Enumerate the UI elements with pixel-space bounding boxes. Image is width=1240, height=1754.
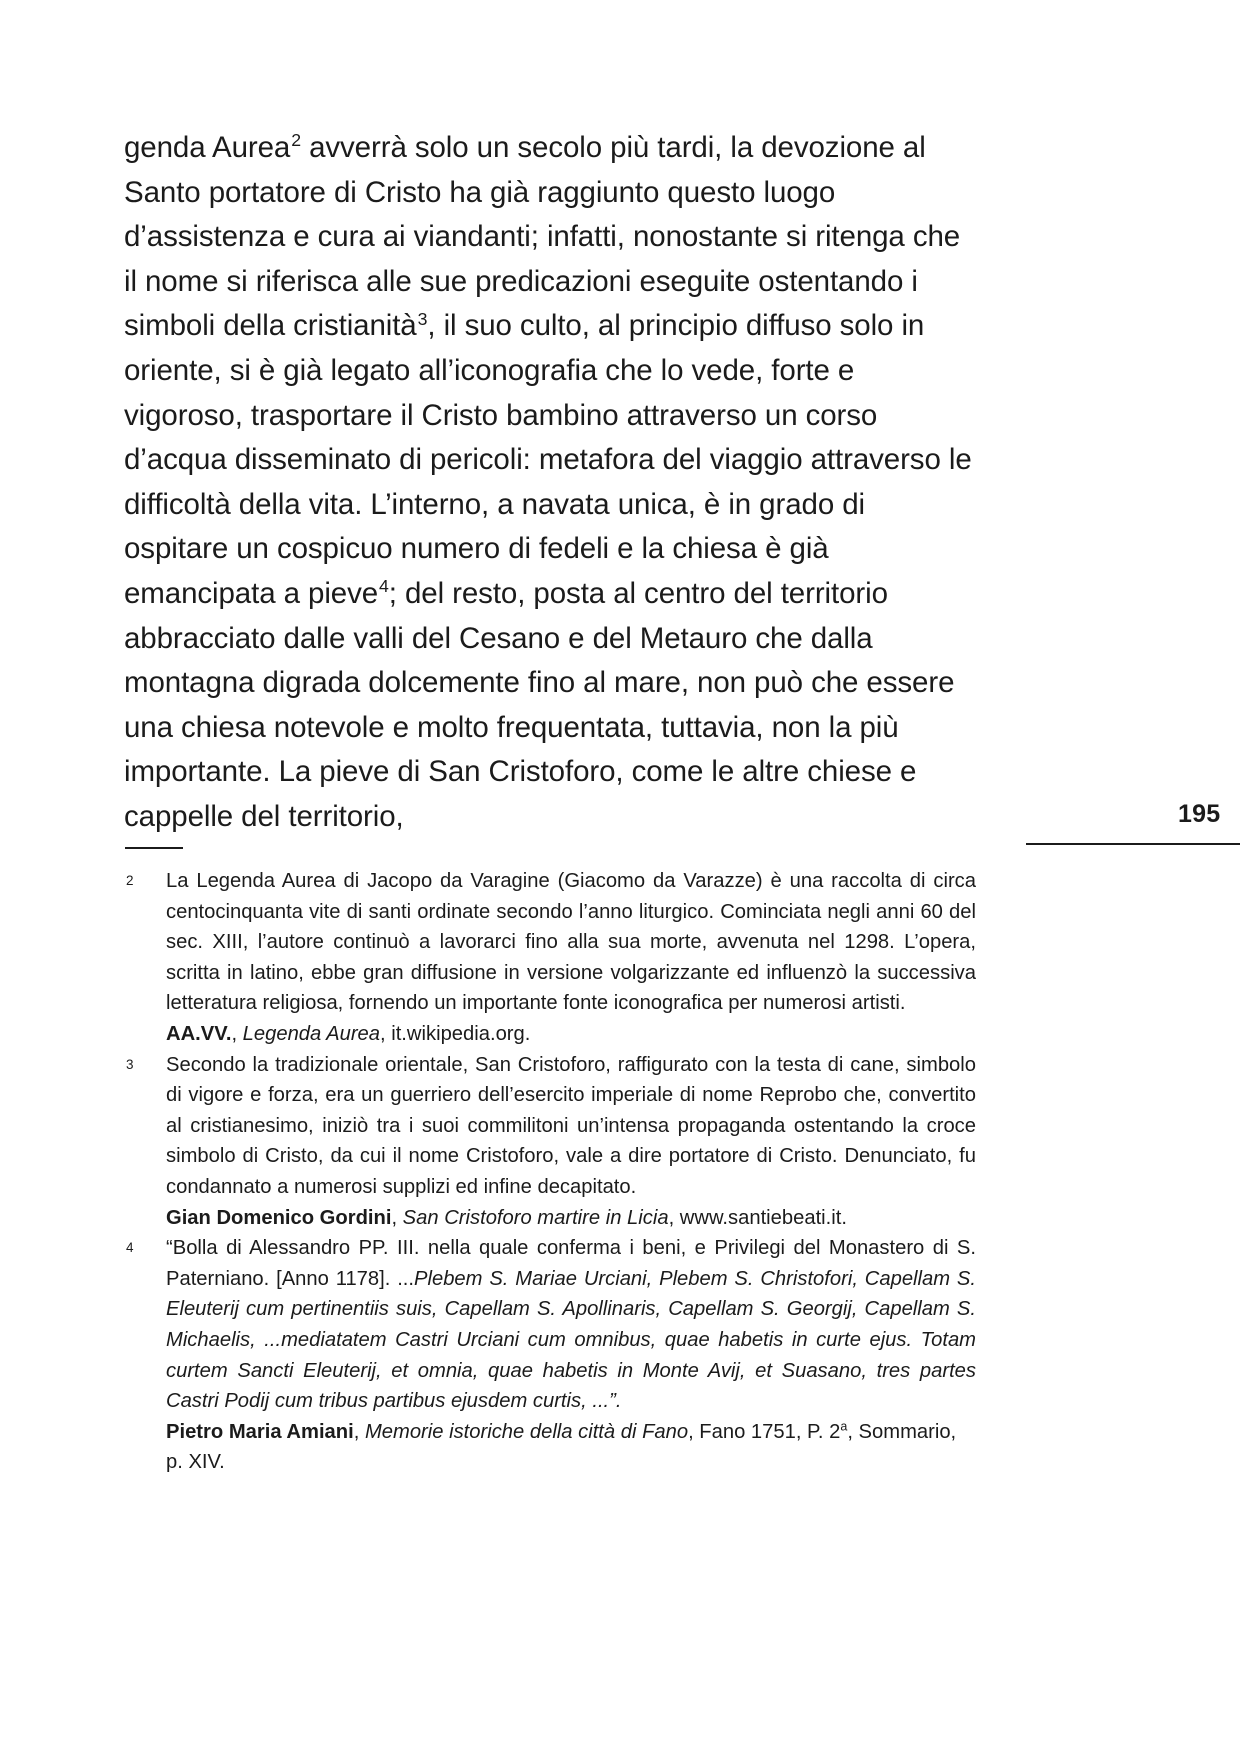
citation-tail: , Sommario, p. XIV. — [166, 1420, 957, 1474]
citation-title: Memorie istoriche della città di Fano — [364, 1420, 689, 1443]
citation-source: , it.wikipedia.org. — [380, 1022, 531, 1045]
citation-separator: , — [391, 1206, 403, 1229]
footnote-separator-rule — [125, 847, 183, 849]
body-segment-1: genda Aurea — [124, 131, 291, 164]
citation-separator: , — [353, 1420, 365, 1443]
citation-source: , Fano 1751, P. 2 — [688, 1420, 841, 1443]
citation-separator: , — [231, 1022, 243, 1045]
footnote-citation — [166, 1203, 976, 1234]
footnote-2 — [124, 866, 976, 1050]
page-number-rule — [1026, 843, 1240, 845]
footnote-body — [166, 1050, 976, 1234]
citation-title: Legenda Aurea — [242, 1022, 380, 1045]
footnote-marker: 3 — [126, 1056, 134, 1072]
footnote-marker: 2 — [126, 873, 134, 888]
page-number: 195 — [1178, 800, 1221, 828]
body-segment-3: , il suo culto, al principio diffuso solo in oriente, si è già legato all’iconografia che lo vede, forte e vigoroso, trasportare il Cristo bambino attraverso un corso d’acqua disseminato di pericoli: metafora del viaggio attraverso le difficoltà della vita. L’interno, a navata unica, è in grado di ospitare un cospicuo numero di fedeli e la chiesa è già emancipata a pieve — [124, 309, 972, 610]
citation-author: AA.VV. — [166, 1022, 232, 1045]
body-text — [124, 126, 974, 840]
footnotes-section — [124, 866, 976, 1478]
body-paragraph — [124, 126, 974, 840]
footnote-reference-2[interactable]: 2 — [291, 130, 301, 151]
footnote-body — [166, 866, 976, 1050]
footnote-text-italic: Plebem S. Mariae Urciani, Plebem S. Christofori, Capellam S. Eleuterij cum pertinentiis suis, Capellam S. Apollinaris, Capellam S. Georgij, Capellam S. Michaelis, ...mediatatem Castri Urciani cum omnibus, quae habetis in curte ejus. Totam curtem Sancti Eleuterij, et omnia, quae habetis in Monte Avij, et Suasano, tres partes Castri Podij cum tribus partibus ejusdem curtis, ...”. — [166, 1267, 976, 1413]
footnote-text: Secondo la tradizionale orientale, San Cristoforo, raffigurato con la testa di cane, simbolo di vigore e forza, era un guerriero dell’esercito imperiale di nome Reprobo che, convertito al cristianesimo, iniziò tra i suoi commilitoni un’intensa propaganda ostentando la croce simbolo di Cristo, da cui il nome Cristoforo, vale a dire portatore di Cristo. Denunciato, fu condannato a numerosi supplizi ed infine decapitato. — [166, 1053, 976, 1198]
footnote-marker: 4 — [126, 1240, 134, 1256]
citation-author: Pietro Maria Amiani — [166, 1420, 354, 1443]
footnote-body — [166, 1233, 976, 1478]
footnote-text — [166, 1233, 976, 1417]
body-segment-4: ; del resto, posta al centro del territorio abbracciato dalle valli del Cesano e del Metauro che dalla montagna digrada dolcemente fino al mare, non può che essere una chiesa notevole e molto frequentata, tuttavia, non la più importante. La pieve di San Cristoforo, come le altre chiese e cappelle del territorio, — [124, 576, 955, 833]
citation-source: , www.santiebeati.it. — [668, 1206, 847, 1229]
footnote-3 — [124, 1050, 976, 1234]
footnote-reference-4[interactable]: 4 — [379, 576, 389, 597]
footnote-citation — [166, 1019, 976, 1050]
footnote-citation — [166, 1417, 976, 1478]
citation-author: Gian Domenico Gordini — [166, 1206, 392, 1229]
body-segment-2: avverrà solo un secolo più tardi, la devozione al Santo portatore di Cristo ha già raggiunto questo luogo d’assistenza e cura ai viandanti; infatti, nonostante si ritenga che il nome si riferisca alle sue predicazioni eseguite ostentando i simboli della cristianità — [124, 131, 961, 343]
footnote-4 — [124, 1233, 976, 1478]
citation-superscript: a — [840, 1418, 848, 1433]
footnote-text: La Legenda Aurea di Jacopo da Varagine (Giacomo da Varazze) è una raccolta di circa centocinquanta vite di santi ordinate secondo l’anno liturgico. Cominciata negli anni 60 del sec. XIII, l’autore continuò a lavorarci fino alla sua morte, avvenuta nel 1298. L’opera, scritta in latino, ebbe gran diffusione in versione volgarizzante ed influenzò la successiva letteratura religiosa, fornendo un importante fonte iconografica per numerosi artisti. — [166, 870, 976, 1015]
citation-title: San Cristoforo martire in Licia — [402, 1206, 669, 1229]
footnote-reference-3[interactable]: 3 — [417, 308, 428, 329]
footnote-text-roman: “Bolla di Alessandro PP. III. nella quale conferma i beni, e Privilegi del Monastero di S. Paterniano. [Anno 1178]. ... — [166, 1237, 976, 1290]
